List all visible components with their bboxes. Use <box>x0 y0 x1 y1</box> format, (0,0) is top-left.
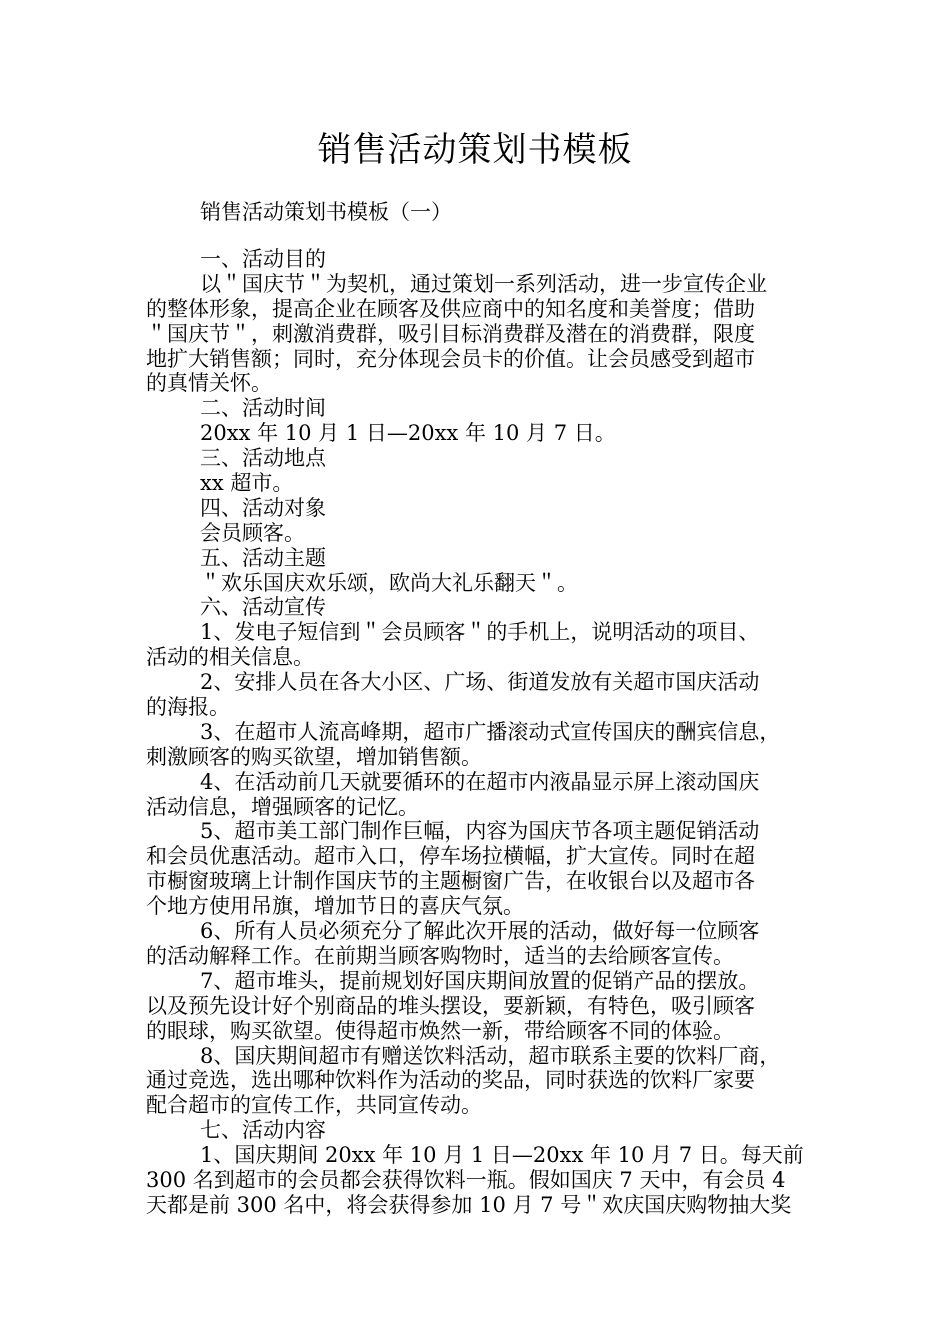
body-line: 1、发电子短信到＂会员顾客＂的手机上，说明活动的项目、 <box>200 620 760 645</box>
body-line: 二、活动时间 <box>200 396 326 421</box>
body-line: 和会员优惠活动。超市入口，停车场拉横幅，扩大宣传。同时在超 <box>146 844 755 869</box>
body-line: 个地方使用吊旗，增加节日的喜庆气氛。 <box>146 894 524 919</box>
body-line: 四、活动对象 <box>200 495 326 520</box>
body-line: 三、活动地点 <box>200 446 326 471</box>
body-line: 地扩大销售额；同时，充分体现会员卡的价值。让会员感受到超市 <box>146 346 755 371</box>
body-line: 7、超市堆头，提前规划好国庆期间放置的促销产品的摆放。 <box>200 968 760 993</box>
body-line: ＂国庆节＂，刺激消费群，吸引目标消费群及潜在的消费群，限度 <box>146 321 755 346</box>
body-line: 市橱窗玻璃上计制作国庆节的主题橱窗广告，在收银台以及超市各 <box>146 869 755 894</box>
body-line: 6、所有人员必须充分了解此次开展的活动，做好每一位顾客 <box>200 919 760 944</box>
body-line: xx 超市。 <box>200 471 294 496</box>
body-line: 的海报。 <box>146 695 230 720</box>
body-line: 活动的相关信息。 <box>146 645 314 670</box>
body-line: 通过竞选，选出哪种饮料作为活动的奖品，同时获选的饮料厂家要 <box>146 1068 755 1093</box>
body-line: 天都是前 300 名中，将会获得参加 10 月 7 号＂欢庆国庆购物抽大奖 <box>146 1192 792 1217</box>
body-line: 的眼球，购买欲望。使得超市焕然一新，带给顾客不同的体验。 <box>146 1018 734 1043</box>
body-line: 以及预先设计好个别商品的堆头摆设，要新颖，有特色，吸引顾客 <box>146 993 755 1018</box>
body-line: 4、在活动前几天就要循环的在超市内液晶显示屏上滚动国庆 <box>200 769 760 794</box>
body-line: 会员顾客。 <box>200 520 305 545</box>
body-line: 活动信息，增强顾客的记忆。 <box>146 794 419 819</box>
body-line: 一、活动目的 <box>200 247 326 271</box>
body-line: 刺激顾客的购买欲望，增加销售额。 <box>146 744 482 769</box>
body-line: 8、国庆期间超市有赠送饮料活动，超市联系主要的饮料厂商， <box>200 1043 781 1068</box>
body-line: 五、活动主题 <box>200 545 326 570</box>
body-line: 七、活动内容 <box>200 1118 326 1143</box>
body-line: 3、在超市人流高峰期，超市广播滚动式宣传国庆的酬宾信息， <box>200 719 781 744</box>
body-line: 1、国庆期间 20xx 年 10 月 1 日—20xx 年 10 月 7 日。每天前 <box>200 1143 804 1168</box>
body-line: 300 名到超市的会员都会获得饮料一瓶。假如国庆 7 天中，有会员 4 <box>146 1167 786 1192</box>
document-title: 销售活动策划书模板 <box>317 130 633 170</box>
body-line: 的真情关怀。 <box>146 371 272 396</box>
body-line: 的整体形象，提高企业在顾客及供应商中的知名度和美誉度；借助 <box>146 296 755 321</box>
body-line: 5、超市美工部门制作巨幅，内容为国庆节各项主题促销活动 <box>200 819 760 844</box>
body-line: 2、安排人员在各大小区、广场、街道发放有关超市国庆活动 <box>200 670 760 695</box>
body-line: 配合超市的宣传工作，共同宣传动。 <box>146 1093 482 1118</box>
body-line: ＂欢乐国庆欢乐颂，欧尚大礼乐翻天＂。 <box>200 570 578 595</box>
body-line: 20xx 年 10 月 1 日—20xx 年 10 月 7 日。 <box>200 421 616 446</box>
document-body <box>146 247 808 1218</box>
body-line: 以＂国庆节＂为契机，通过策划一系列活动，进一步宣传企业 <box>200 271 767 296</box>
body-line: 的活动解释工作。在前期当顾客购物时，适当的去给顾客宣传。 <box>146 943 734 968</box>
document-subtitle: 销售活动策划书模板（一） <box>200 200 452 224</box>
body-line: 六、活动宣传 <box>200 595 326 620</box>
